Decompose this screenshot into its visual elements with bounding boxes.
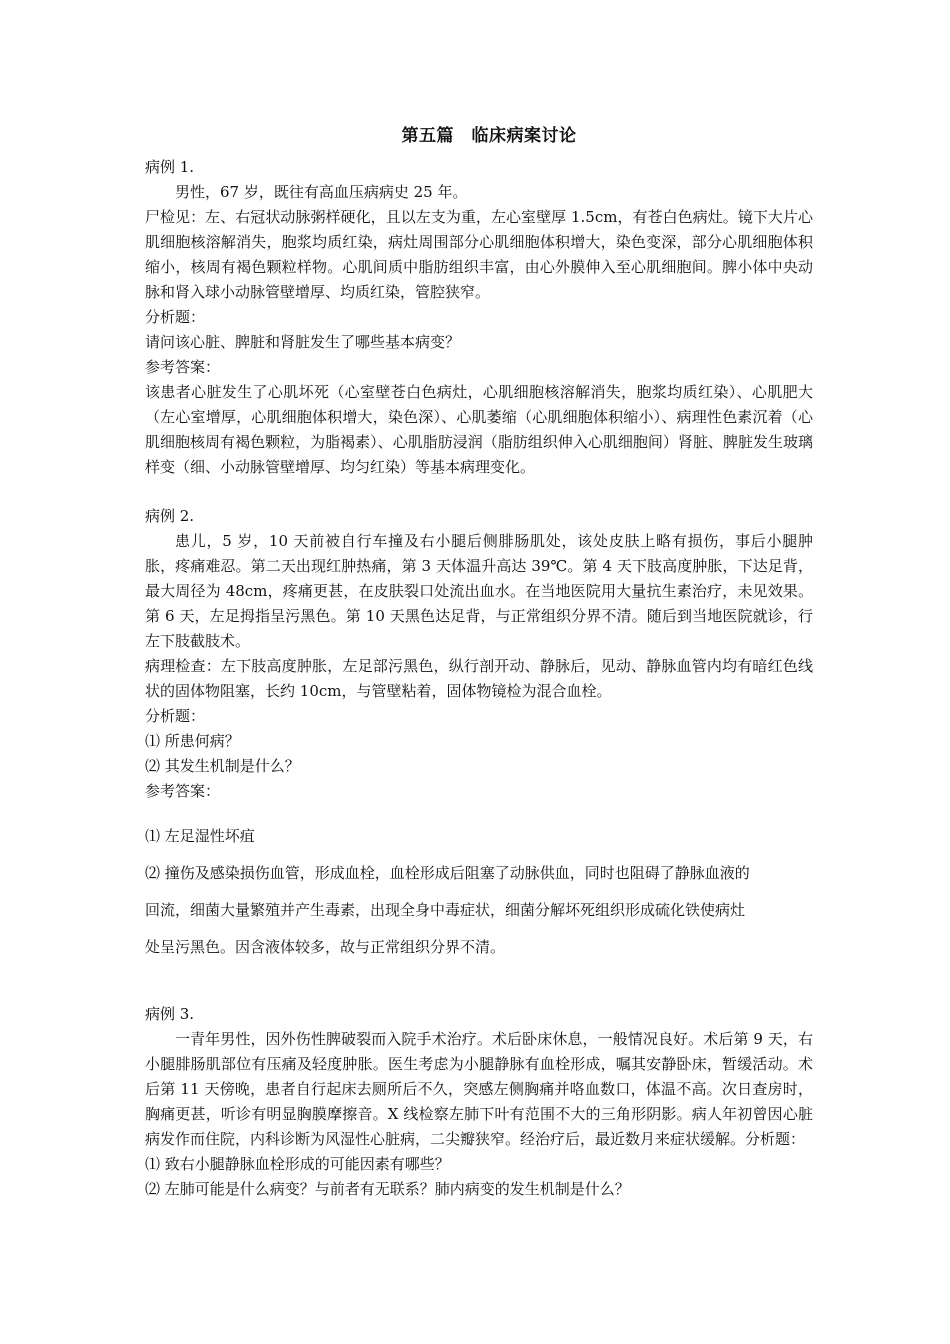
case1-findings: 尸检见：左、右冠状动脉粥样硬化，且以左支为重，左心室壁厚 1.5cm，有苍白色病灶。镜下大片心肌细胞核溶解消失，胞浆均质红染，病灶周围部分心肌细胞体积增大，染色变深，部分心肌细胞体积缩小，核周有褐色颗粒样物。心肌间质中脂肪组织丰富，由心外膜伸入至心肌细胞间。脾小体中央动脉和肾入球小动脉管壁增厚、均质红染，管腔狭窄。	[145, 208, 813, 301]
page-title: 第五篇 临床病案讨论	[401, 126, 577, 146]
case2-answer-1: ⑴ 左足湿性坏疽	[145, 827, 255, 845]
case3-question-2: ⑵ 左肺可能是什么病变？与前者有无联系？肺内病变的发生机制是什么？	[145, 1180, 630, 1198]
case2-answer-2-line1: ⑵ 撞伤及感染损伤血管，形成血栓，血栓形成后阻塞了动脉供血，同时也阻碍了静脉血液的	[145, 864, 750, 882]
case1-heading: 病例 1.	[145, 158, 195, 176]
case1-question: 请问该心脏、脾脏和肾脏发生了哪些基本病变？	[145, 333, 461, 351]
case2-heading: 病例 2.	[145, 507, 195, 525]
case1-answer: 该患者心脏发生了心肌坏死（心室壁苍白色病灶，心肌细胞核溶解消失，胞浆均质红染）、心肌肥大（左心室增厚，心肌细胞体积增大，染色深）、心肌萎缩（心肌细胞体积缩小）、病理性色素沉着（心肌细胞核周有褐色颗粒，为脂褐素）、心肌脂肪浸润（脂肪组织伸入心肌细胞间）肾脏、脾脏发生玻璃样变（细、小动脉管壁增厚、均匀红染）等基本病理变化。	[145, 383, 813, 476]
case3-question-1: ⑴ 致右小腿静脉血栓形成的可能因素有哪些？	[145, 1155, 450, 1173]
case2-intro: 患儿，5 岁，10 天前被自行车撞及右小腿后侧腓肠肌处，该处皮肤上略有损伤，事后小腿肿胀，疼痛难忍。第二天出现红肿热痛，第 3 天体温升高达 39℃。第 4 天下肢高度肿胀，下达足背，最大周径为 48cm，疼痛更甚，在皮肤裂口处流出血水。在当地医院用大量抗生素治疗，未见效果。第 6 天，左足拇指呈污黑色。第 10 天黑色达足背，与正常组织分界不清。随后到当地医院就诊，行左下肢截肢术。	[145, 532, 813, 650]
case3-intro: 一青年男性，因外伤性脾破裂而入院手术治疗。术后卧床休息，一般情况良好。术后第 9 天，右小腿腓肠肌部位有压痛及轻度肿胀。医生考虑为小腿静脉有血栓形成，嘱其安静卧床，暂缓活动。术后第 11 天傍晚，患者自行起床去厕所后不久，突感左侧胸痛并咯血数口，体温不高。次日查房时，胸痛更甚，听诊有明显胸膜摩擦音。X 线检察左肺下叶有范围不大的三角形阴影。病人年初曾因心脏病发作而住院，内科诊断为风湿性心脏病，二尖瓣狭窄。经治疗后，最近数月来症状缓解。分析题：	[145, 1030, 813, 1148]
case1-intro: 男性，67 岁，既往有高血压病病史 25 年。	[175, 183, 468, 201]
case1-answer-label: 参考答案：	[145, 358, 221, 376]
case2-question-1: ⑴ 所患何病？	[145, 732, 240, 750]
case3-heading: 病例 3.	[145, 1005, 195, 1023]
case2-answer-2-line3: 处呈污黑色。因含液体较多，故与正常组织分界不清。	[145, 938, 506, 956]
case2-pathology: 病理检查：左下肢高度肿胀，左足部污黑色，纵行剖开动、静脉后，见动、静脉血管内均有暗红色线状的固体物阻塞，长约 10cm，与管壁粘着，固体物镜检为混合血栓。	[145, 657, 813, 700]
case2-answer-label: 参考答案：	[145, 782, 221, 800]
case2-answer-2-line2: 回流，细菌大量繁殖并产生毒素，出现全身中毒症状，细菌分解坏死组织形成硫化铁使病灶	[145, 901, 746, 919]
case2-question-2: ⑵ 其发生机制是什么？	[145, 757, 300, 775]
case1-analysis-label: 分析题：	[145, 308, 206, 326]
case2-analysis-label: 分析题：	[145, 707, 206, 725]
document-body	[145, 124, 813, 1202]
